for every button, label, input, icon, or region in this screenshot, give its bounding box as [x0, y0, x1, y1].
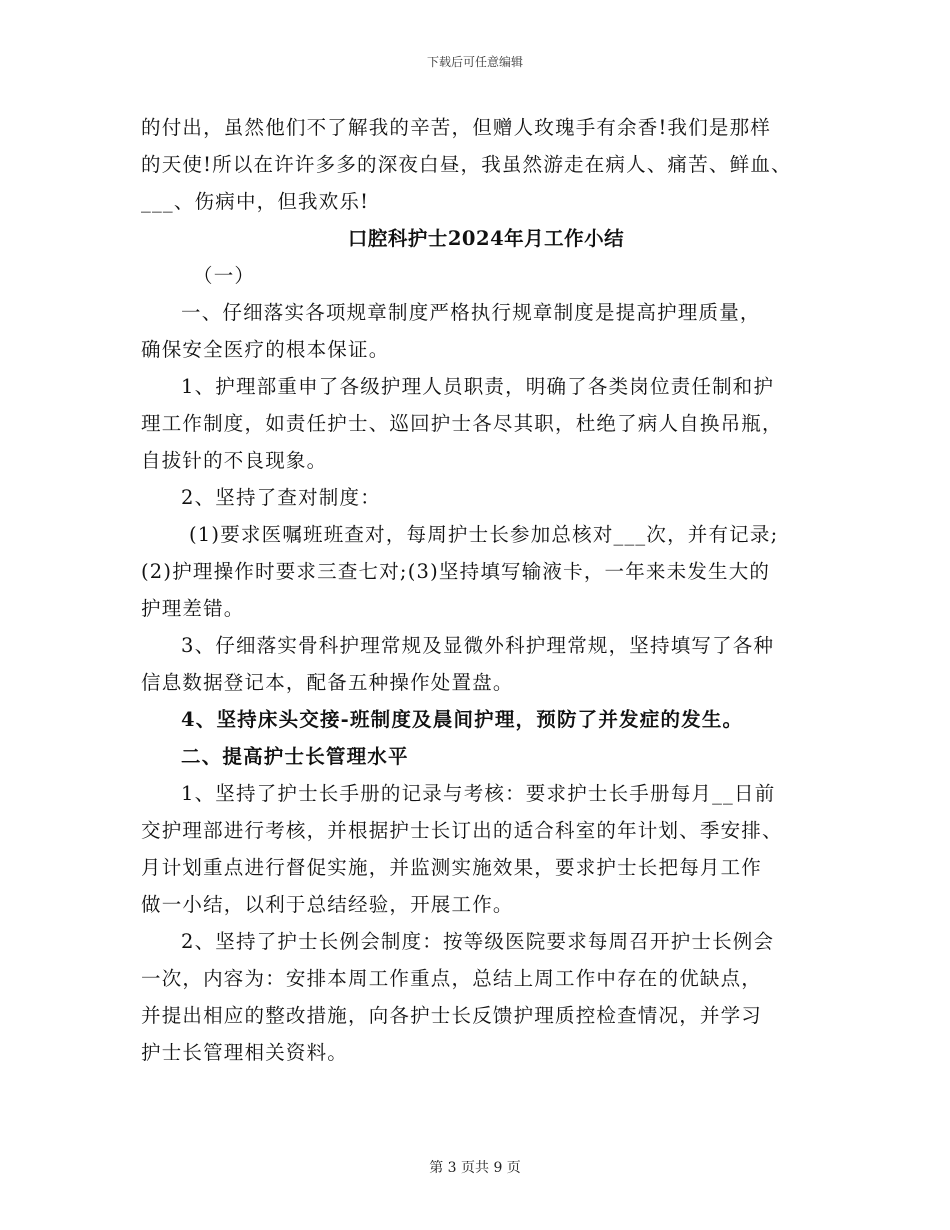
paragraph-line: 做一小结，以利于总结经验，开展工作。 [141, 893, 514, 916]
paragraph-line: 1、护理部重申了各级护理人员职责，明确了各类岗位责任制和护 [181, 375, 775, 398]
paragraph-line: 护理差错。 [141, 597, 245, 620]
bold-paragraph-line: 4、坚持床头交接-班制度及晨间护理，预防了并发症的发生。 [181, 708, 744, 731]
header-note: 下载后可任意编辑 [426, 55, 523, 69]
paragraph-line: 的天使!所以在许许多多的深夜白昼，我虽然游走在病人、痛苦、鲜血、 [141, 153, 792, 176]
paragraph-line: 月计划重点进行督促实施，并监测实施效果，要求护士长把每月工作 [141, 856, 763, 879]
paragraph-line: 护士长管理相关资料。 [141, 1041, 349, 1064]
paragraph-line: 1、坚持了护士长手册的记录与考核：要求护士长手册每月__日前 [181, 782, 776, 805]
section-number: （一） [193, 264, 256, 287]
paragraph-line: 3、仔细落实骨科护理常规及显微外科护理常规，坚持填写了各种 [181, 634, 775, 657]
page-number: 第 3 页共 9 页 [429, 1160, 521, 1176]
paragraph-line: 一次，内容为：安排本周工作重点，总结上周工作中存在的优缺点， [141, 967, 763, 990]
paragraph-line: 交护理部进行考核，并根据护士长订出的适合科室的年计划、季安排、 [141, 819, 783, 842]
paragraph-line: 的付出，虽然他们不了解我的辛苦，但赠人玫瑰手有余香!我们是那样 [141, 116, 772, 139]
paragraph-line: 2、坚持了护士长例会制度：按等级医院要求每周召开护士长例会 [181, 930, 775, 953]
paragraph-line: 2、坚持了查对制度： [181, 486, 381, 509]
paragraph-line: 一、仔细落实各项规章制度严格执行规章制度是提高护理质量， [181, 301, 761, 324]
section-heading: 二、提高护士长管理水平 [181, 745, 409, 768]
paragraph-line: (2)护理操作时要求三查七对;(3)坚持填写输液卡，一年来未发生大的 [141, 560, 771, 583]
paragraph-line: (1)要求医嘱班班查对，每周护士长参加总核对___次，并有记录; [189, 523, 779, 546]
paragraph-line: 确保安全医疗的根本保证。 [141, 338, 390, 361]
paragraph-line: ___、伤病中，但我欢乐! [141, 190, 370, 213]
paragraph-line: 信息数据登记本，配备五种操作处置盘。 [141, 671, 514, 694]
paragraph-line: 并提出相应的整改措施，向各护士长反馈护理质控检查情况，并学习 [141, 1004, 763, 1027]
paragraph-line: 自拔针的不良现象。 [141, 449, 328, 472]
paragraph-line: 理工作制度，如责任护士、巡回护士各尽其职，杜绝了病人自换吊瓶， [141, 412, 783, 435]
document-title: 口腔科护士2024年月工作小结 [347, 227, 625, 250]
document-body [141, 109, 831, 1071]
